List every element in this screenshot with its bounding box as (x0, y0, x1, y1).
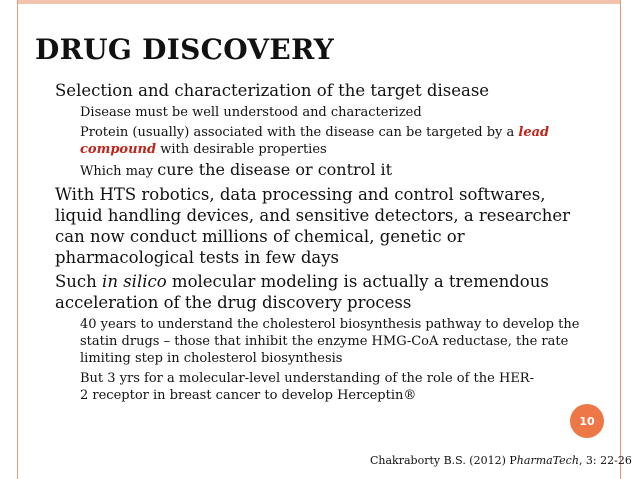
bullet-text-large: cure the disease or control it (157, 160, 393, 179)
bullet-text: But 3 yrs for a molecular-level understanding of the role of the HER-2 receptor in breast cancer to develop Herceptin® (80, 371, 534, 403)
emphasis-text: lead compound (80, 125, 550, 157)
italic-text: in silico (102, 272, 167, 291)
slide-content (35, 80, 595, 407)
bullet-text: Disease must be well understood and characterized (80, 105, 422, 120)
bullet-text: With HTS robotics, data processing and control softwares, liquid handling devices, and sensitive detectors, a researcher can now conduct millions of chemical, genetic or pharmacological tests in few days (55, 185, 571, 267)
bullet-text: Selection and characterization of the target disease (55, 81, 490, 100)
bullet-text: Which may (80, 164, 158, 179)
bullet-item (35, 80, 595, 101)
slide-title: DRUG DISCOVERY (35, 33, 335, 66)
sub-bullet-item (35, 104, 595, 121)
page-number-badge: 10 (570, 404, 604, 438)
bullet-text: 40 years to understand the cholesterol biosynthesis pathway to develop the statin drugs – those that inhibit the enzyme HMG-CoA reductase, the rate limiting step in cholesterol biosynthesis (80, 317, 580, 366)
top-border-band (17, 0, 621, 4)
bullet-item (35, 184, 595, 268)
sub-bullet-item (35, 370, 595, 404)
bullet-item (35, 271, 595, 313)
left-border-line (17, 0, 18, 479)
citation-text: Chakraborty B.S. (2012) P (370, 454, 517, 467)
citation-journal: harmaTech (516, 454, 579, 467)
sub-bullet-item (35, 124, 595, 158)
sub-bullet-item (35, 161, 595, 180)
bullet-text: molecular modeling is actually a tremendous acceleration of the drug discovery process (55, 272, 549, 312)
citation (370, 454, 632, 467)
sub-bullet-item (35, 316, 595, 367)
bullet-text: Such (55, 272, 103, 291)
bullet-text: with desirable properties (156, 142, 327, 157)
right-border-line (620, 0, 621, 479)
citation-text: , 3: 22-26 (578, 454, 632, 467)
bullet-text: Protein (usually) associated with the disease can be targeted by a (80, 125, 519, 140)
